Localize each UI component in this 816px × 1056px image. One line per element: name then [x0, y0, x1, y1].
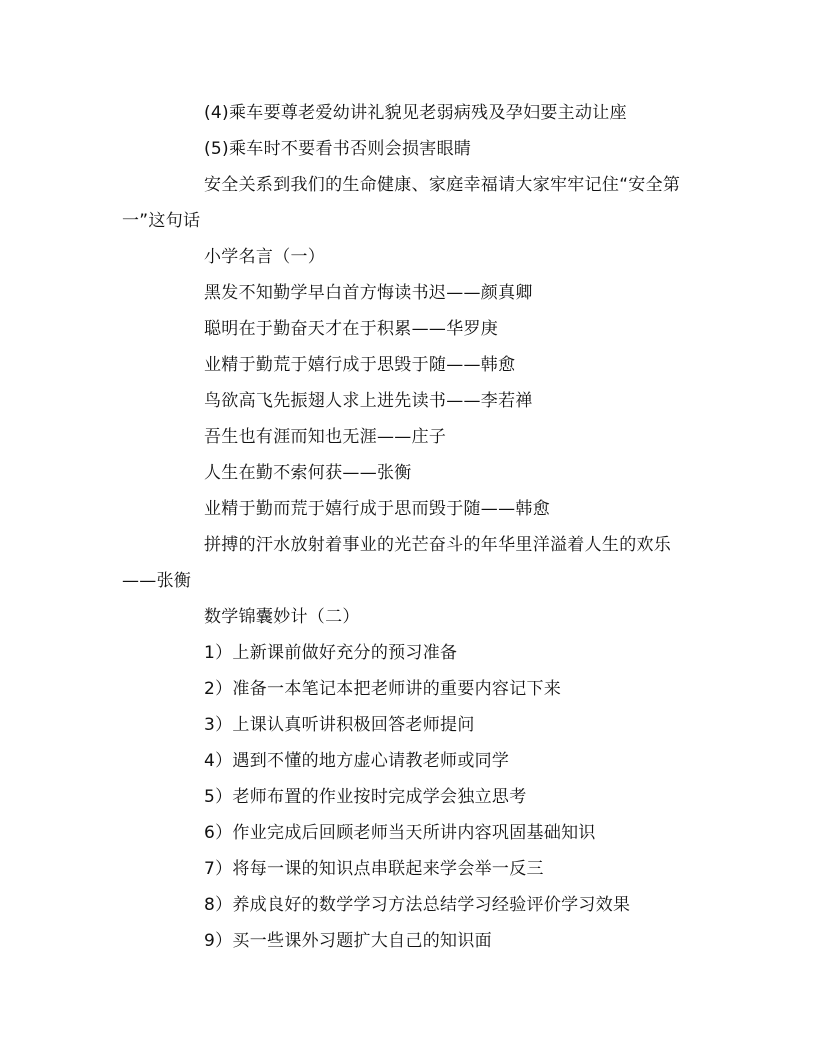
tip-item: 3）上课认真听讲积极回答老师提问 — [204, 715, 475, 735]
paragraph-ride-respect-elders: (4)乘车要尊老爱幼讲礼貌见老弱病残及孕妇要主动让座 — [204, 103, 627, 123]
tip-item: 6）作业完成后回顾老师当天所讲内容巩固基础知识 — [204, 823, 596, 843]
tip-item: 8）养成良好的数学学习方法总结学习经验评价学习效果 — [204, 895, 631, 915]
paragraph-ride-no-reading: (5)乘车时不要看书否则会损害眼睛 — [204, 139, 472, 159]
quote-item: 拼搏的汗水放射着事业的光芒奋斗的年华里洋溢着人生的欢乐——张衡 — [122, 535, 672, 591]
tip-item: 2）准备一本笔记本把老师讲的重要内容记下来 — [204, 679, 562, 699]
quote-item: 黑发不知勤学早白首方悔读书迟——颜真卿 — [204, 283, 533, 303]
tip-item: 4）遇到不懂的地方虚心请教老师或同学 — [204, 751, 510, 771]
section-heading-math-tips: 数学锦囊妙计（二） — [204, 607, 360, 627]
quote-item: 业精于勤而荒于嬉行成于思而毁于随——韩愈 — [204, 499, 550, 519]
quote-item: 鸟欲高飞先振翅人求上进先读书——李若禅 — [204, 391, 533, 411]
tip-item: 9）买一些课外习题扩大自己的知识面 — [204, 931, 492, 951]
section-heading-quotes: 小学名言（一） — [204, 247, 326, 267]
tip-item: 1）上新课前做好充分的预习准备 — [204, 643, 458, 663]
quote-item: 吾生也有涯而知也无涯——庄子 — [204, 427, 447, 447]
quote-item: 聪明在于勤奋天才在于积累——华罗庚 — [204, 319, 499, 339]
quote-item: 业精于勤荒于嬉行成于思毁于随——韩愈 — [204, 355, 516, 375]
document-body — [122, 95, 700, 959]
tip-item: 7）将每一课的知识点串联起来学会举一反三 — [204, 859, 544, 879]
quote-item: 人生在勤不索何获——张衡 — [204, 463, 412, 483]
paragraph-safety-first: 安全关系到我们的生命健康、家庭幸福请大家牢牢记住“安全第一”这句话 — [122, 175, 681, 231]
tip-item: 5）老师布置的作业按时完成学会独立思考 — [204, 787, 527, 807]
